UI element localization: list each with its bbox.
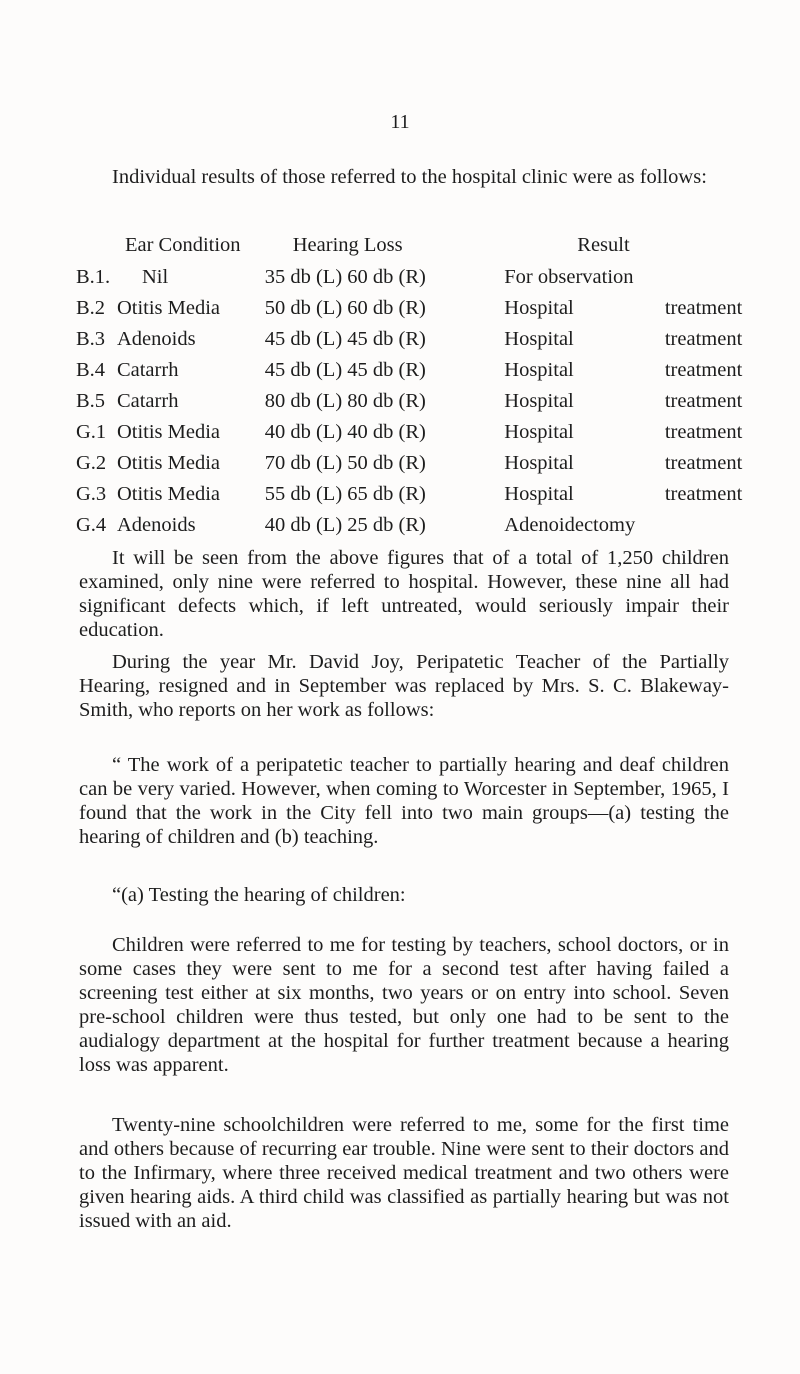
row-result-detail: treatment xyxy=(664,420,743,443)
row-result-main: For observation xyxy=(504,265,634,288)
paragraph-testing-referrals: Children were referred to me for testing by teachers, school doctors, or in some cases they were sent to me for a second test after having failed a screening test either at six months, two years or on entry into school. Seven pre-school children were thus tested, but only one had to be sent to the audialogy department at the hospital for further treatment because a hearing loss was apparent. xyxy=(79,934,729,1076)
row-result xyxy=(504,261,800,292)
row-hearing-loss: 40 db (L) 25 db (R) xyxy=(264,513,426,536)
row-result xyxy=(504,354,800,385)
row-result-main: Adenoidectomy xyxy=(504,513,636,536)
intro-paragraph: Individual results of those referred to the hospital clinic were as follows: xyxy=(112,166,707,188)
row-condition: Otitis Media xyxy=(116,451,221,474)
row-condition: Catarrh xyxy=(116,389,179,412)
row-condition: Otitis Media xyxy=(116,482,221,505)
row-hearing-loss: 45 db (L) 45 db (R) xyxy=(264,358,426,381)
row-hearing-loss: 35 db (L) 60 db (R) xyxy=(264,265,426,288)
row-code: B.5 xyxy=(76,389,106,412)
row-result-main: Hospital xyxy=(504,389,574,412)
row-result xyxy=(504,509,800,540)
row-condition: Adenoids xyxy=(116,327,196,350)
header-ear-condition: Ear Condition xyxy=(124,234,241,256)
row-condition: Nil xyxy=(141,265,169,288)
row-code: G.2 xyxy=(76,451,107,474)
page-number: 11 xyxy=(390,111,410,133)
row-result-detail: treatment xyxy=(664,389,743,412)
table-row xyxy=(76,509,800,540)
row-result-main: Hospital xyxy=(504,451,574,474)
header-code xyxy=(76,229,117,261)
row-result-main: Hospital xyxy=(504,482,574,505)
row-result-detail: treatment xyxy=(664,327,743,350)
row-result-detail: treatment xyxy=(664,451,743,474)
table-header-row xyxy=(76,229,800,261)
row-hearing-loss: 50 db (L) 60 db (R) xyxy=(264,296,426,319)
subheading-testing: “(a) Testing the hearing of children: xyxy=(112,884,406,906)
row-result xyxy=(504,385,800,416)
row-hearing-loss: 45 db (L) 45 db (R) xyxy=(264,327,426,350)
row-result-detail: treatment xyxy=(664,296,743,319)
row-condition: Otitis Media xyxy=(116,296,221,319)
table-row xyxy=(76,385,800,416)
paragraph-summary: It will be seen from the above figures that of a total of 1,250 children examined, only nine were referred to hospital. However, these nine all had significant defects which, if left untreated, would seriously impair their education. xyxy=(79,547,729,641)
results-table xyxy=(76,229,800,540)
row-condition: Otitis Media xyxy=(116,420,221,443)
row-condition: Catarrh xyxy=(116,358,179,381)
row-hearing-loss: 40 db (L) 40 db (R) xyxy=(264,420,426,443)
row-code: B.1. xyxy=(76,265,111,288)
header-hearing-loss: Hearing Loss xyxy=(292,234,403,256)
row-result-main: Hospital xyxy=(504,327,574,350)
row-result-detail: treatment xyxy=(664,482,743,505)
row-result-detail: treatment xyxy=(664,358,743,381)
row-hearing-loss: 80 db (L) 80 db (R) xyxy=(264,389,426,412)
row-condition: Adenoids xyxy=(116,513,196,536)
row-code: B.2 xyxy=(76,296,106,319)
row-result xyxy=(504,478,800,509)
table-row xyxy=(76,416,800,447)
table-row xyxy=(76,354,800,385)
table-row xyxy=(76,447,800,478)
row-result-main: Hospital xyxy=(504,420,574,443)
row-code: G.3 xyxy=(76,482,107,505)
table-row xyxy=(76,261,800,292)
row-result-main: Hospital xyxy=(504,358,574,381)
row-hearing-loss: 55 db (L) 65 db (R) xyxy=(264,482,426,505)
row-result xyxy=(504,323,800,354)
row-result xyxy=(504,292,800,323)
row-result xyxy=(504,447,800,478)
row-code: B.4 xyxy=(76,358,106,381)
header-result: Result xyxy=(577,234,630,256)
row-code: G.4 xyxy=(76,513,107,536)
paragraph-report-opening: “ The work of a peripatetic teacher to partially hearing and deaf children can be very varied. However, when coming to Worcester in September, 1965, I found that the work in the City fell into two main groups—(a) testing the hearing of children and (b) teaching. xyxy=(79,754,729,848)
row-hearing-loss: 70 db (L) 50 db (R) xyxy=(264,451,426,474)
row-code: G.1 xyxy=(76,420,107,443)
row-result xyxy=(504,416,800,447)
row-result-main: Hospital xyxy=(504,296,574,319)
table-row xyxy=(76,478,800,509)
table-row xyxy=(76,292,800,323)
row-code: B.3 xyxy=(76,327,106,350)
table-row xyxy=(76,323,800,354)
paragraph-staff-change: During the year Mr. David Joy, Peripatetic Teacher of the Partially Hearing, resigned and in September was replaced by Mrs. S. C. Blakeway-Smith, who reports on her work as follows: xyxy=(79,651,729,721)
paragraph-schoolchildren: Twenty-nine schoolchildren were referred to me, some for the first time and others because of recurring ear trouble. Nine were sent to their doctors and to the Infirmary, where three received medical treatment and two others were given hearing aids. A third child was classified as partially hearing but was not issued with an aid. xyxy=(79,1114,729,1232)
